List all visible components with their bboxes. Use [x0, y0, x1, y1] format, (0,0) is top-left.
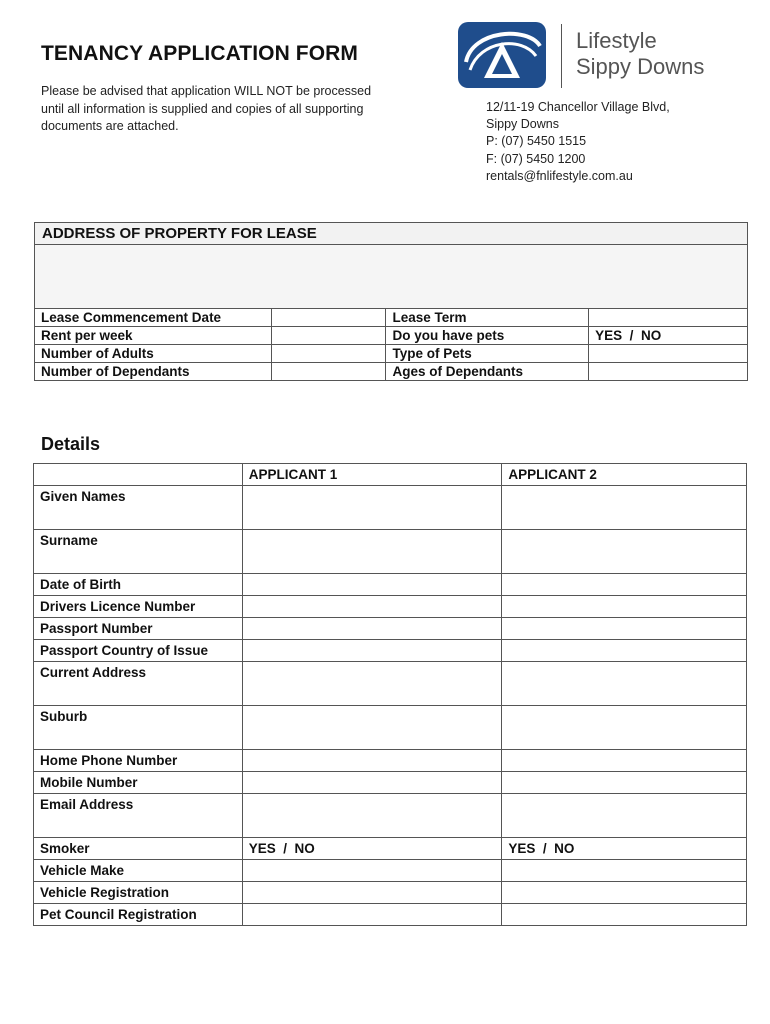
applicant-2-field[interactable] [502, 904, 747, 926]
applicant-1-field[interactable] [242, 486, 502, 530]
agency-address: 12/11-19 Chancellor Village Blvd, [486, 100, 670, 114]
form-title: TENANCY APPLICATION FORM [41, 42, 359, 65]
brand-line: Lifestyle [576, 28, 657, 53]
applicant-1-field[interactable] [242, 860, 502, 882]
row-label: Surname [34, 530, 243, 574]
applicant-1-field[interactable] [242, 706, 502, 750]
row-label: Vehicle Make [34, 860, 243, 882]
row-label: Passport Number [34, 618, 243, 640]
row-label: Home Phone Number [34, 750, 243, 772]
agency-fax: F: (07) 5450 1200 [486, 151, 586, 166]
details-title: Details [41, 434, 101, 454]
applicant-2-field[interactable] [502, 530, 747, 574]
applicant-1-field[interactable] [242, 530, 502, 574]
applicant-2-field[interactable] [502, 596, 747, 618]
applicant-1-field[interactable] [242, 618, 502, 640]
applicant-2-field[interactable] [502, 486, 747, 530]
rent-per-week-field[interactable] [271, 327, 386, 345]
applicant-2-field[interactable] [502, 640, 747, 662]
pet-type-label: Type of Pets [386, 345, 589, 363]
applicant-2-field[interactable] [502, 574, 747, 596]
row-label: Suburb [34, 706, 243, 750]
applicant-2-field[interactable] [502, 706, 747, 750]
applicant-2-field[interactable] [502, 618, 747, 640]
brand-line: Sippy Downs [576, 54, 705, 79]
header-blank-cell [34, 464, 243, 486]
agency-phone: P: (07) 5450 1515 [486, 134, 587, 149]
row-label: Drivers Licence Number [34, 596, 243, 618]
adults-field[interactable] [271, 345, 386, 363]
agency-contact [486, 99, 670, 185]
applicant-1-field[interactable] [242, 662, 502, 706]
applicant-2-field[interactable] [502, 794, 747, 838]
applicant-1-field[interactable] [242, 882, 502, 904]
agency-email[interactable]: rentals@fnlifestyle.com.au [486, 168, 633, 183]
processing-notice [41, 83, 421, 136]
dependant-ages-label: Ages of Dependants [386, 363, 589, 381]
lease-term-label: Lease Term [386, 309, 589, 327]
applicant-1-smoker-yes-no[interactable]: YES / NO [242, 838, 502, 860]
property-heading: ADDRESS OF PROPERTY FOR LEASE [35, 223, 748, 245]
row-label: Smoker [34, 838, 243, 860]
applicant-1-field[interactable] [242, 750, 502, 772]
applicant-1-header: APPLICANT 1 [242, 464, 502, 486]
applicant-1-field[interactable] [242, 794, 502, 838]
property-address-field[interactable] [35, 245, 748, 309]
dependant-ages-field[interactable] [589, 363, 748, 381]
applicant-2-smoker-yes-no[interactable]: YES / NO [502, 838, 747, 860]
applicant-2-field[interactable] [502, 772, 747, 794]
notice-line: Please be advised that application WILL NOT be processed [41, 84, 372, 98]
applicant-2-field[interactable] [502, 860, 747, 882]
dependants-label: Number of Dependants [35, 363, 272, 381]
details-table [33, 463, 747, 926]
notice-line: until all information is supplied and copies of all supporting [41, 101, 364, 116]
lease-commencement-label: Lease Commencement Date [35, 309, 272, 327]
pets-yes-no[interactable]: YES / NO [589, 327, 748, 345]
property-table [34, 222, 748, 381]
applicant-1-field[interactable] [242, 640, 502, 662]
agency-logo-icon [458, 22, 546, 88]
pets-label: Do you have pets [386, 327, 589, 345]
row-label: Vehicle Registration [34, 882, 243, 904]
adults-label: Number of Adults [35, 345, 272, 363]
applicant-1-field[interactable] [242, 596, 502, 618]
applicant-1-field[interactable] [242, 574, 502, 596]
dependants-field[interactable] [271, 363, 386, 381]
applicant-2-field[interactable] [502, 750, 747, 772]
row-label: Pet Council Registration [34, 904, 243, 926]
applicant-1-field[interactable] [242, 772, 502, 794]
applicant-1-field[interactable] [242, 904, 502, 926]
row-label: Email Address [34, 794, 243, 838]
applicant-2-field[interactable] [502, 882, 747, 904]
pet-type-field[interactable] [589, 345, 748, 363]
applicant-2-field[interactable] [502, 662, 747, 706]
lease-commencement-field[interactable] [271, 309, 386, 327]
applicant-2-header: APPLICANT 2 [502, 464, 747, 486]
row-label: Passport Country of Issue [34, 640, 243, 662]
agency-brand [576, 28, 704, 80]
notice-line: documents are attached. [41, 119, 179, 133]
row-label: Date of Birth [34, 574, 243, 596]
row-label: Mobile Number [34, 772, 243, 794]
rent-per-week-label: Rent per week [35, 327, 272, 345]
lease-term-field[interactable] [589, 309, 748, 327]
row-label: Current Address [34, 662, 243, 706]
agency-suburb: Sippy Downs [486, 117, 559, 132]
logo-divider [561, 24, 562, 88]
row-label: Given Names [34, 486, 243, 530]
